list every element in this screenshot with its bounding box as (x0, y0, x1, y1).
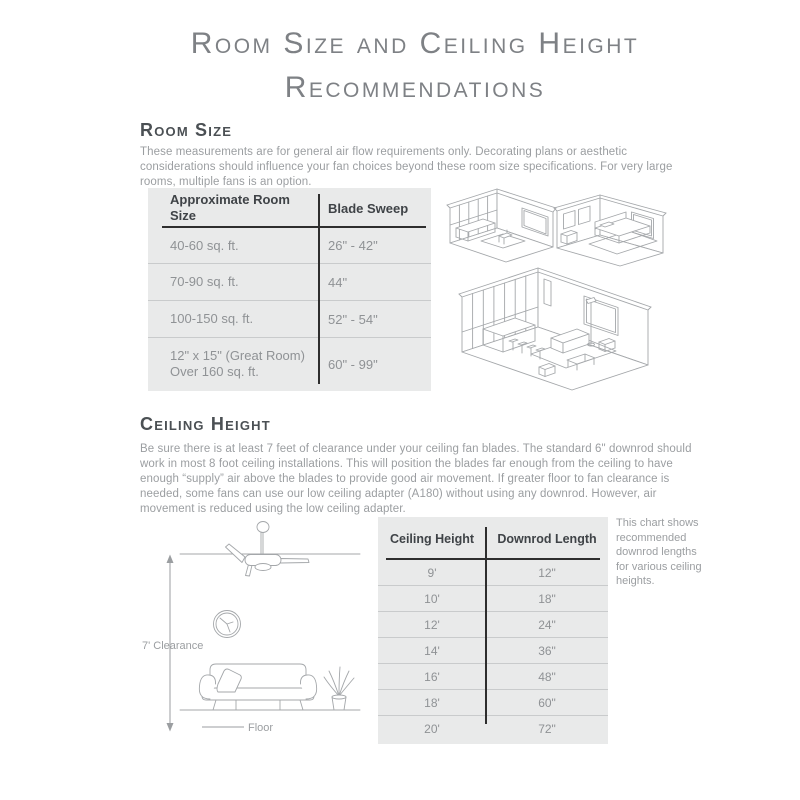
downrod-length-cell: 36" (538, 643, 556, 658)
table-row (378, 586, 608, 612)
table-row (148, 228, 431, 264)
table-row (378, 560, 608, 586)
clock-icon (214, 611, 241, 638)
downrod-length-cell: 48" (538, 669, 556, 684)
ceiling-height-cell: 14' (424, 643, 440, 658)
room-illustration-small-office (447, 189, 556, 262)
ceiling-height-table (378, 517, 608, 744)
clearance-label: 7' Clearance (142, 640, 204, 652)
room-size-heading: Room Size (140, 120, 233, 140)
ceiling-table-caption: This chart shows recommended downrod lengths for various ceiling heights. (616, 517, 702, 587)
room-size-cell: 100-150 sq. ft. (170, 311, 254, 326)
room-size-table-column-divider (318, 194, 320, 384)
ceiling-height-cell: 20' (424, 722, 440, 736)
blade-sweep-cell: 26" - 42" (328, 238, 378, 253)
downrod-length-cell: 18" (538, 591, 556, 606)
room-size-table-header-row (148, 188, 431, 228)
room-size-table (148, 188, 431, 391)
ceiling-height-cell: 18' (424, 695, 440, 710)
ceiling-height-col-header: Ceiling Height (389, 531, 475, 546)
arrow-up-icon (167, 555, 174, 564)
table-row (148, 301, 431, 338)
downrod-length-cell: 24" (538, 617, 556, 632)
table-row (378, 612, 608, 638)
arrow-down-icon (167, 723, 174, 732)
sofa-icon (199, 664, 316, 710)
ceiling-clearance-diagram (140, 518, 385, 738)
room-size-cell: 70-90 sq. ft. (170, 274, 239, 289)
room-size-col1-header: Approximate Room Size (170, 192, 290, 223)
downrod-length-cell: 72" (538, 722, 556, 736)
ceiling-height-cell: 16' (424, 669, 440, 684)
ceiling-height-heading: Ceiling Height (140, 414, 271, 434)
room-size-cell-line1: 12" x 15" (Great Room) (170, 348, 305, 363)
ceiling-table-header-row (378, 517, 608, 560)
table-row (378, 716, 608, 742)
table-row (378, 690, 608, 716)
room-size-col2-header: Blade Sweep (328, 200, 409, 216)
room-illustrations (443, 186, 703, 406)
ceiling-height-cell: 12' (424, 617, 440, 632)
room-illustration-bedroom (554, 195, 666, 266)
page-title-line2: Recommendations (284, 71, 546, 104)
downrod-length-col-header: Downrod Length (497, 531, 597, 546)
blade-sweep-cell: 60" - 99" (328, 356, 378, 372)
ceiling-height-cell: 9' (427, 565, 437, 580)
room-size-cell: 40-60 sq. ft. (170, 237, 239, 253)
ceiling-table-header-divider (386, 558, 600, 560)
table-row (148, 264, 431, 301)
room-illustration-great-room (459, 268, 651, 390)
table-row (148, 338, 431, 390)
ceiling-height-description: Be sure there is at least 7 feet of clearance under your ceiling fan blades. The standard 6" downrod should work in most 8 foot ceiling installations. This will position the blades far enough from the ceiling to have enough “supply” air above the blades to provide good air movement. If greater floor to fan clearance is needed, some fans can use our low ceiling adapter (A180) without using any downrod. However, air movement is reduced using the low ceiling adapter. (140, 443, 692, 515)
downrod-length-cell: 60" (538, 695, 556, 710)
table-row (378, 638, 608, 664)
ceiling-fan-icon (226, 522, 310, 577)
blade-sweep-cell: 52" - 54" (328, 311, 378, 327)
page-title-line1: Room Size and Ceiling Height (190, 27, 640, 60)
table-row (378, 664, 608, 690)
downrod-length-cell: 12" (538, 565, 556, 580)
room-size-description: These measurements are for general air flow requirements only. Decorating plans or aesthetic considerations should influence your fan choices beyond these room size specifications. For very large rooms, multiple fans is an option. (140, 146, 673, 188)
room-size-cell-line2: Over 160 sq. ft. (170, 364, 259, 379)
room-size-table-header-divider (162, 226, 426, 228)
ceiling-height-cell: 10' (424, 591, 440, 606)
room-size-cell (148, 348, 318, 380)
floor-label: Floor (248, 722, 274, 734)
plant-icon (324, 667, 354, 710)
ceiling-table-column-divider (485, 527, 487, 724)
blade-sweep-cell: 44" (328, 274, 348, 290)
